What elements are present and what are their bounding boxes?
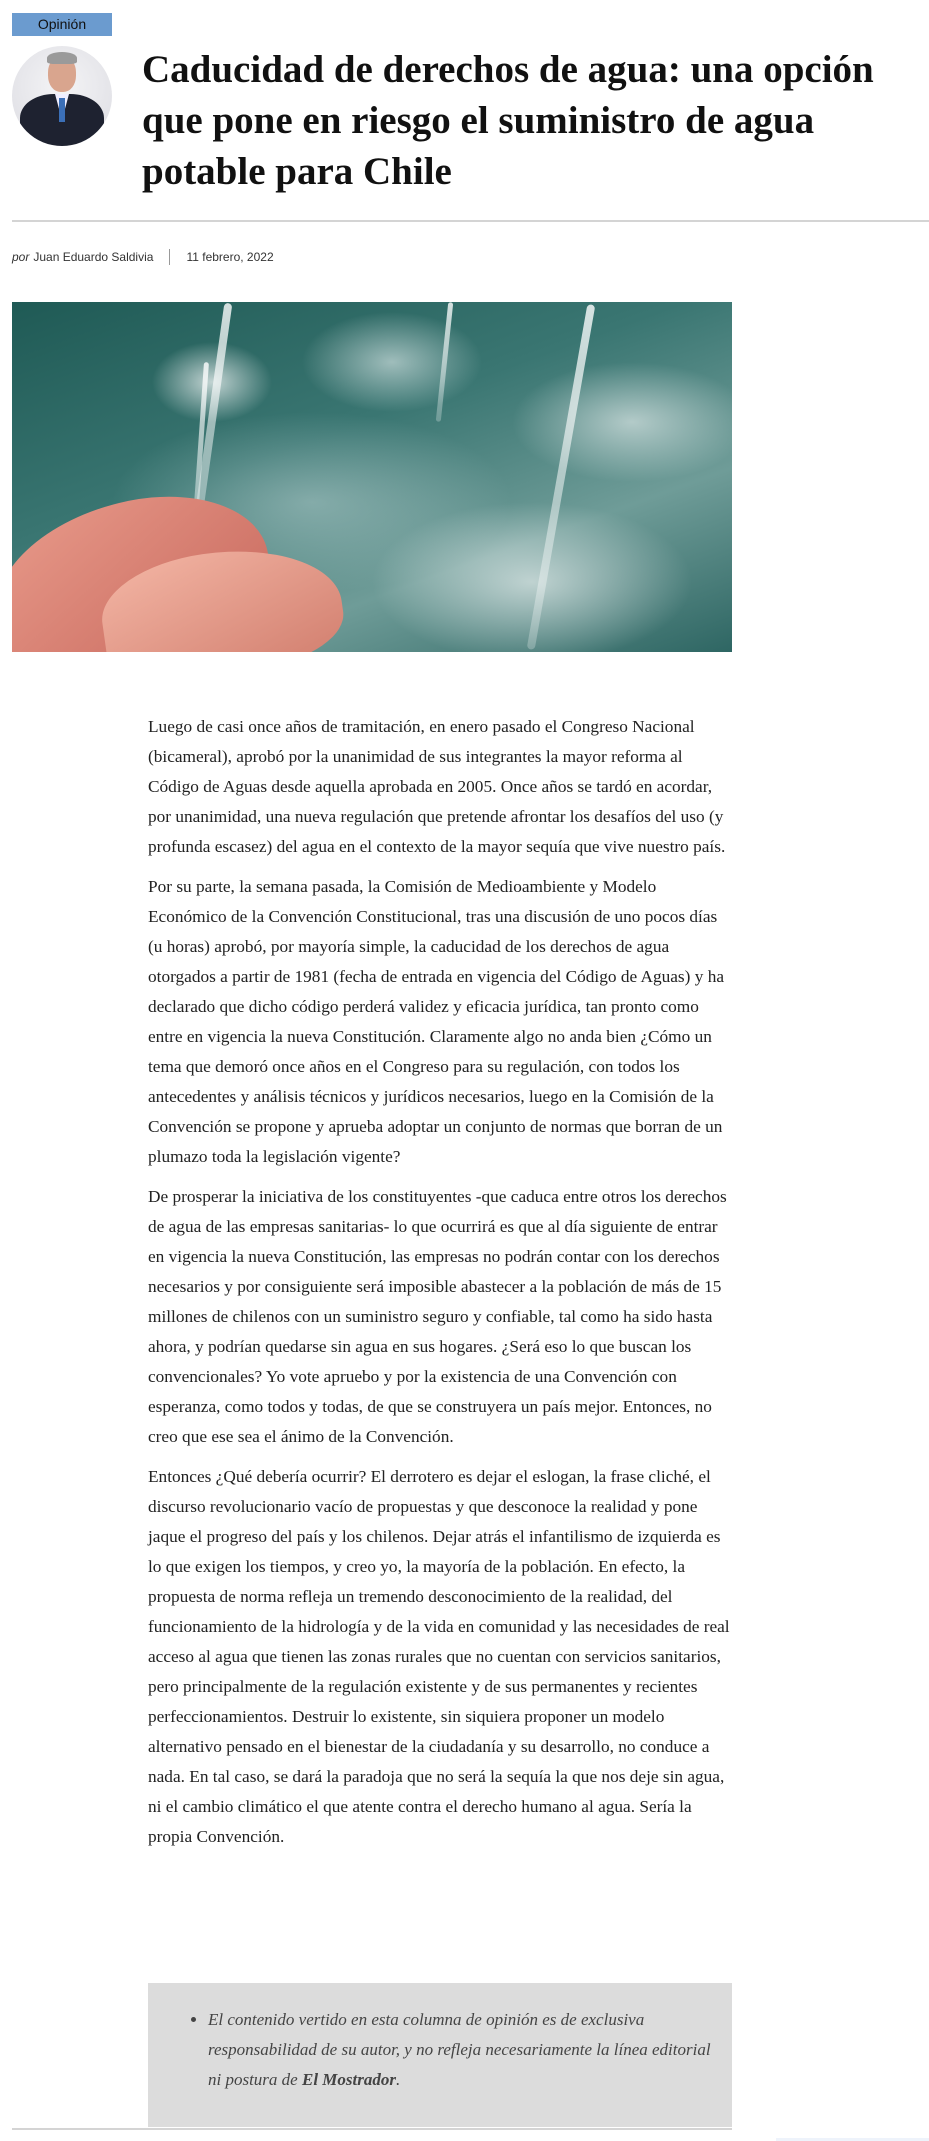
publish-date: 11 febrero, 2022	[186, 250, 274, 264]
paragraph: Por su parte, la semana pasada, la Comisión de Medioambiente y Modelo Económico de la Convención Constitucional, tras una discusión de uno pocos días (u horas) aprobó, por mayoría simple, la caducidad de los derechos de agua otorgados a partir de 1981 (fecha de entrada en vigencia del Código de Aguas) y ha declarado que dicho código perderá validez y eficacia jurídica, tan pronto como entre en vigencia la nueva Constitución. Claramente algo no anda bien ¿Cómo un tema que demoró once años en el Congreso para su regulación, con todos los antecedentes y análisis técnicos y jurídicos necesarios, luego en la Comisión de la Convención se propone y aprueba adoptar un conjunto de normas que borran de un plumazo toda la legislación vigente?	[148, 877, 725, 1166]
disclaimer-box	[148, 1983, 732, 2127]
brand-name: El Mostrador	[301, 2070, 396, 2089]
divider	[12, 2128, 732, 2130]
byline-prefix: por	[12, 250, 30, 264]
paragraph: Luego de casi once años de tramitación, en enero pasado el Congreso Nacional (bicameral), aprobó por la unanimidad de sus integrantes la mayor reforma al Código de Aguas desde aquella aprobada en 2005. Once años se tardó en acordar, por unanimidad, una nueva regulación que pretende afrontar los desafíos del uso (y profunda escasez) del agua en el contexto de la mayor sequía que vive nuestro país.	[148, 717, 726, 856]
author-avatar	[12, 46, 112, 146]
article-title: Caducidad de derechos de agua: una opción que pone en riesgo el suministro de agua potable para Chile	[142, 48, 874, 193]
byline-separator	[169, 249, 170, 265]
paragraph: De prosperar la iniciativa de los constituyentes -que caduca entre otros los derechos de agua de las empresas sanitarias- lo que ocurrirá es que al día siguiente de entrar en vigencia la nueva Constitución, las empresas no podrán contar con los derechos necesarios y por consiguiente será imposible abastecer a la población de más de 15 millones de chilenos con un suministro seguro y confiable, tal como ha sido hasta ahora, y podrían quedarse sin agua en sus hogares. ¿Será eso lo que buscan los convencionales? Yo vote apruebo y por la existencia de una Convención con esperanza, como todos y todas, de que se construyera un país mejor. Entonces, no creo que ese sea el ánimo de la Convención.	[148, 1187, 727, 1446]
paragraph: Entonces ¿Qué debería ocurrir? El derrotero es dejar el eslogan, la frase cliché, el discurso revolucionario vacío de propuestas y que desconoce la realidad y pone jaque el progreso del país y los chilenos. Dejar atrás el infantilismo de izquierda es lo que exigen los tiempos, y creo yo, la mayoría de la población. En efecto, la propuesta de norma refleja un tremendo desconocimiento de la realidad, del funcionamiento de la hidrología y de la vida en comunidad y las necesidades de real acceso al agua que tienen las zonas rurales que no cuentan con servicios sanitarios, pero principalmente de la regulación existente y de sus permanentes y recientes perfeccionamientos. Destruir lo existente, sin siquiera proponer un modelo alternativo pensado en el bienestar de la ciudadanía y su desarrollo, no conduce a nada. En tal caso, se dará la paradoja que no será la sequía la que nos deje sin agua, ni el cambio climático el que atente contra el derecho humano al agua. Sería la propia Convención.	[148, 1467, 730, 1846]
category-tag[interactable]: Opinión	[12, 13, 112, 36]
disclaimer-item: • El contenido vertido en esta columna de opinión es de exclusiva responsabilidad de su autor, y no refleja necesariamente la línea editorial ni postura de El Mostrador.	[208, 2005, 712, 2095]
hero-image	[12, 302, 732, 652]
byline	[12, 249, 274, 265]
author-link[interactable]: Juan Eduardo Saldivia	[33, 250, 154, 264]
article-body	[148, 712, 732, 1862]
divider	[12, 220, 929, 222]
